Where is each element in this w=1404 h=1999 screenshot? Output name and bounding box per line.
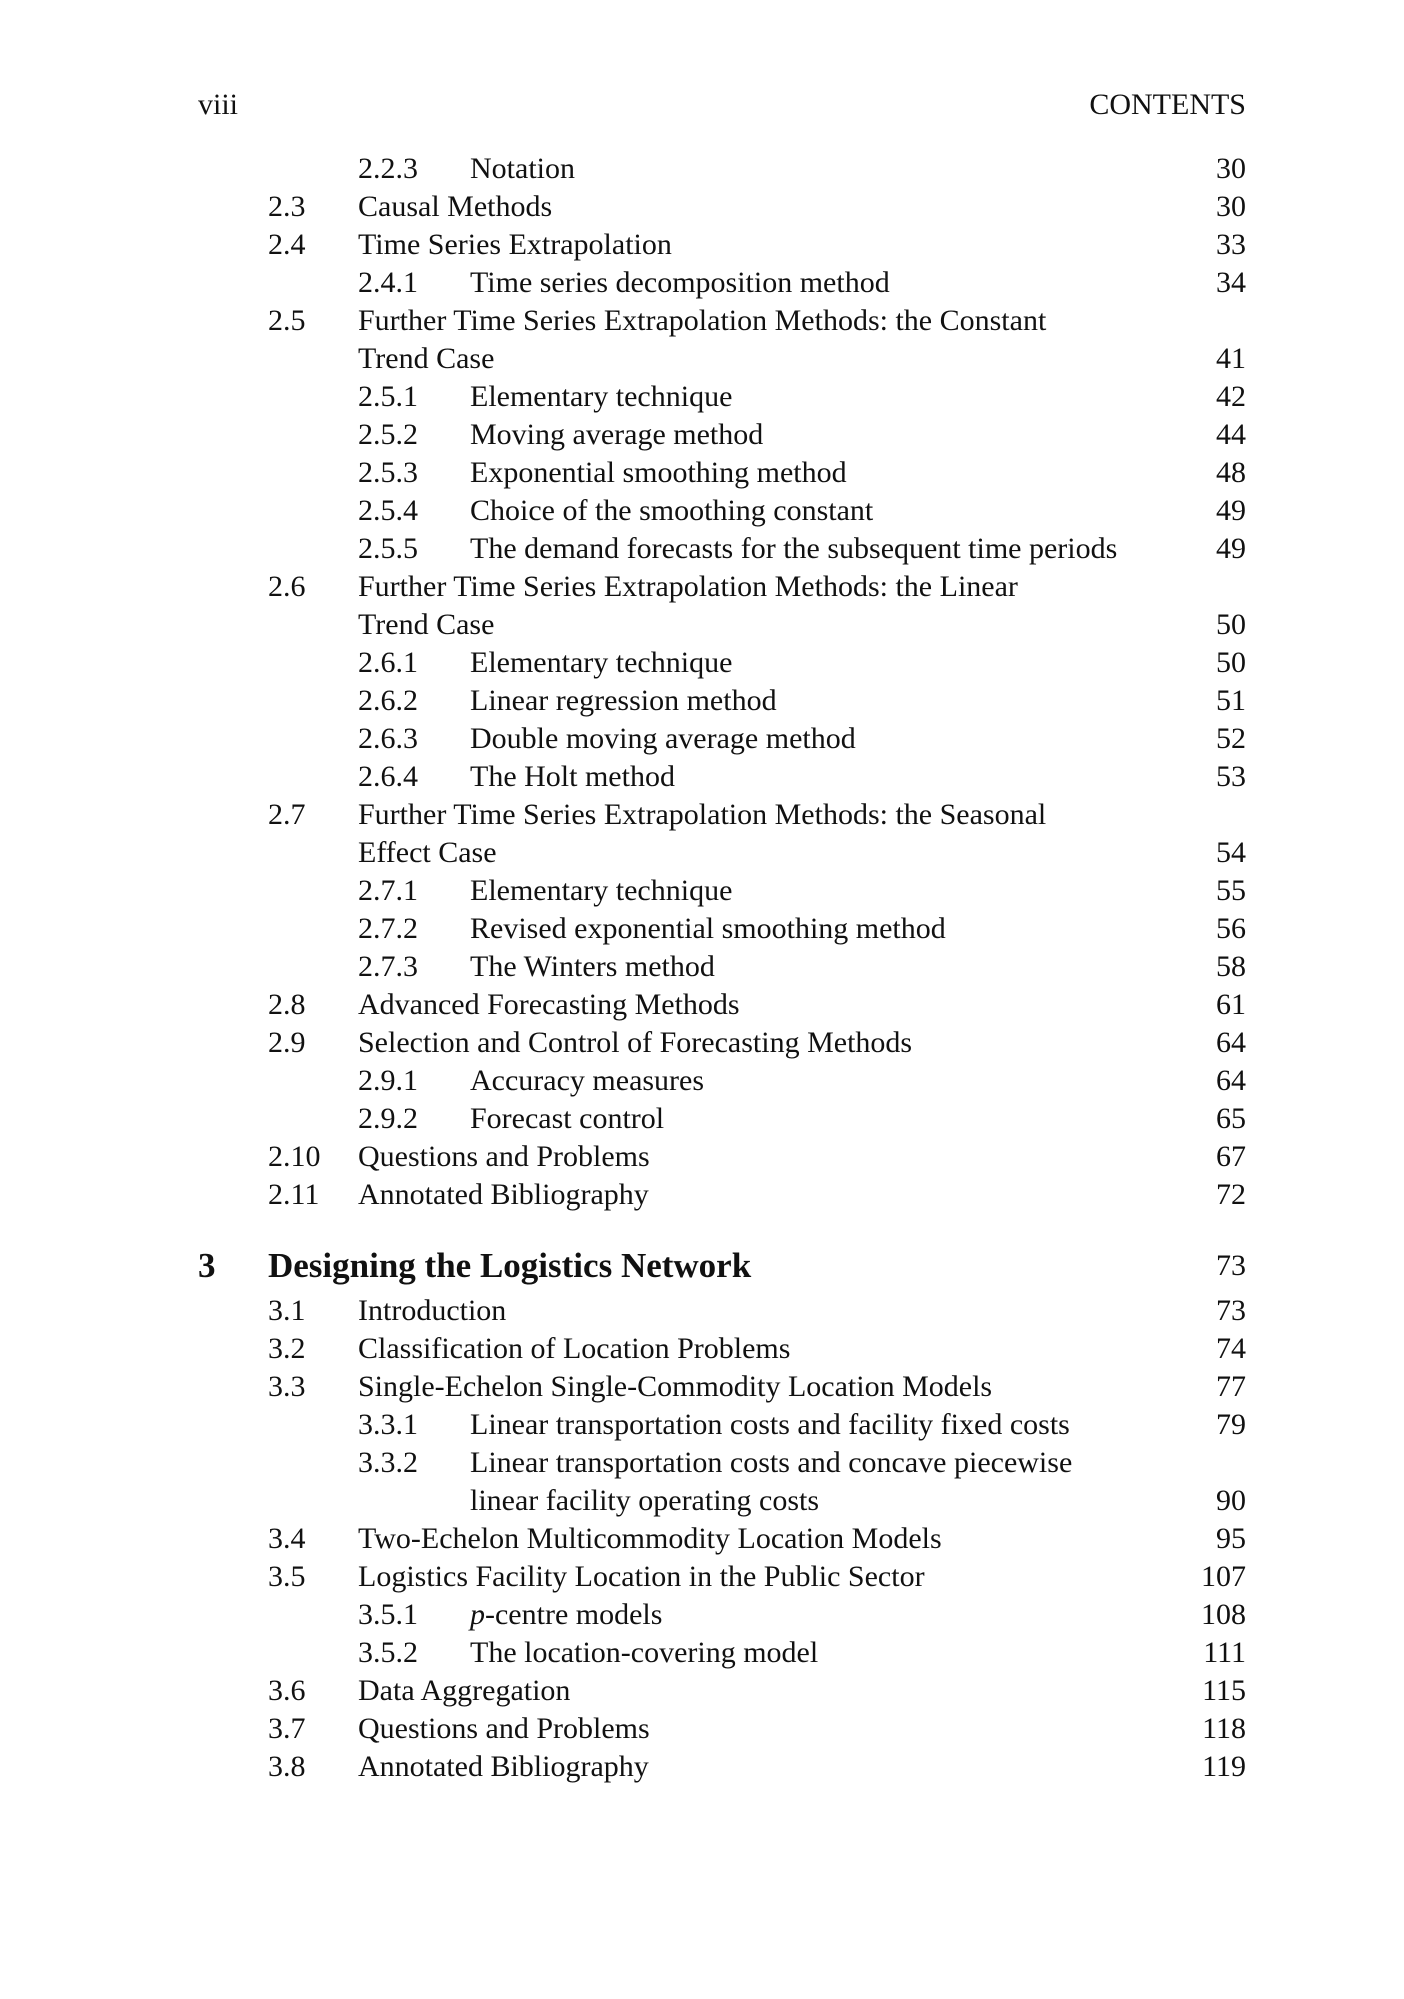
entry-number: 2.4.1 — [358, 266, 418, 299]
entry-number: 2.9 — [268, 1026, 306, 1059]
toc-entry[interactable] — [198, 1634, 1246, 1672]
chapter-title: Designing the Logistics Network — [268, 1246, 752, 1285]
entry-page: 74 — [1216, 1332, 1246, 1365]
entry-title: Exponential smoothing method — [470, 456, 847, 489]
entry-page: 107 — [1201, 1560, 1246, 1593]
entry-number: 2.9.1 — [358, 1064, 418, 1097]
entry-page: 111 — [1203, 1636, 1246, 1669]
toc-entry[interactable] — [198, 910, 1246, 948]
entry-title: linear facility operating costs — [470, 1484, 820, 1517]
toc-entry[interactable] — [198, 1558, 1246, 1596]
entry-number: 2.7.3 — [358, 950, 418, 983]
toc-entry-continuation[interactable] — [198, 834, 1246, 872]
toc-entry[interactable] — [198, 872, 1246, 910]
entry-page: 115 — [1202, 1674, 1246, 1707]
toc-entry[interactable] — [198, 568, 1246, 606]
entry-page: 30 — [1216, 152, 1246, 185]
entry-title: Elementary technique — [470, 380, 733, 413]
entry-title: Double moving average method — [470, 722, 856, 755]
toc-entry[interactable] — [198, 986, 1246, 1024]
entry-page: 64 — [1216, 1026, 1246, 1059]
toc-entry[interactable] — [198, 1176, 1246, 1214]
toc-entry[interactable] — [198, 1444, 1246, 1482]
entry-number: 2.5.1 — [358, 380, 418, 413]
entry-title: Time series decomposition method — [470, 266, 890, 299]
entry-title: Selection and Control of Forecasting Methods — [358, 1026, 913, 1059]
entry-title: Two-Echelon Multicommodity Location Models — [358, 1522, 942, 1555]
entry-title: Further Time Series Extrapolation Methods: the Linear — [358, 570, 1018, 603]
toc-entry[interactable] — [198, 1710, 1246, 1748]
entry-number: 3.3 — [268, 1370, 306, 1403]
entry-page: 56 — [1216, 912, 1246, 945]
toc-entry-continuation[interactable] — [198, 1482, 1246, 1520]
entry-page: 67 — [1216, 1140, 1246, 1173]
entry-title: Moving average method — [470, 418, 764, 451]
toc-entry-continuation[interactable] — [198, 606, 1246, 644]
entry-number: 2.7.1 — [358, 874, 418, 907]
entry-number: 2.4 — [268, 228, 306, 261]
entry-number: 2.6.4 — [358, 760, 418, 793]
toc-entry[interactable] — [198, 1596, 1246, 1634]
table-of-contents — [198, 150, 1246, 1786]
entry-number: 3.2 — [268, 1332, 306, 1365]
entry-number: 3.1 — [268, 1294, 306, 1327]
entry-number: 2.7 — [268, 798, 306, 831]
chapter-entry[interactable] — [198, 1240, 1246, 1292]
entry-number: 3.5 — [268, 1560, 306, 1593]
entry-page: 79 — [1216, 1408, 1246, 1441]
entry-number: 2.5.2 — [358, 418, 418, 451]
entry-title — [470, 1596, 662, 1634]
entry-title: Choice of the smoothing constant — [470, 494, 874, 527]
entry-number: 2.6 — [268, 570, 306, 603]
entry-number: 2.7.2 — [358, 912, 418, 945]
toc-entry[interactable] — [198, 1292, 1246, 1330]
entry-number: 2.3 — [268, 190, 306, 223]
entry-page: 49 — [1216, 532, 1246, 565]
entry-page: 73 — [1216, 1294, 1246, 1327]
entry-title: Trend Case — [358, 342, 495, 375]
entry-title: Questions and Problems — [358, 1712, 650, 1745]
entry-number: 2.6.1 — [358, 646, 418, 679]
entry-number: 3.6 — [268, 1674, 306, 1707]
entry-title: Accuracy measures — [470, 1064, 705, 1097]
entry-number: 3.5.2 — [358, 1636, 418, 1669]
entry-title: Notation — [470, 152, 575, 185]
toc-entry[interactable] — [198, 188, 1246, 226]
entry-title: Annotated Bibliography — [358, 1750, 649, 1783]
entry-number: 2.2.3 — [358, 152, 418, 185]
entry-title: Linear transportation costs and facility fixed costs — [470, 1408, 1070, 1441]
entry-number: 2.5.4 — [358, 494, 418, 527]
entry-page: 108 — [1201, 1598, 1246, 1631]
entry-title: Further Time Series Extrapolation Methods: the Constant — [358, 304, 1047, 337]
toc-entry[interactable] — [198, 1368, 1246, 1406]
toc-entry[interactable] — [198, 1062, 1246, 1100]
entry-page: 77 — [1216, 1370, 1246, 1403]
toc-entry[interactable] — [198, 1100, 1246, 1138]
toc-entry[interactable] — [198, 758, 1246, 796]
entry-page: 33 — [1216, 228, 1246, 261]
entry-page: 34 — [1216, 266, 1246, 299]
entry-number: 3.5.1 — [358, 1598, 418, 1631]
entry-number: 3.7 — [268, 1712, 306, 1745]
entry-title: Questions and Problems — [358, 1140, 650, 1173]
entry-title: Time Series Extrapolation — [358, 228, 672, 261]
entry-number: 3.3.1 — [358, 1408, 418, 1441]
entry-number: 3.3.2 — [358, 1446, 418, 1479]
entry-page: 64 — [1216, 1064, 1246, 1097]
entry-title: Advanced Forecasting Methods — [358, 988, 740, 1021]
toc-entry[interactable] — [198, 226, 1246, 264]
toc-entry[interactable] — [198, 454, 1246, 492]
entry-number: 2.5.3 — [358, 456, 418, 489]
entry-page: 53 — [1216, 760, 1246, 793]
toc-entry[interactable] — [198, 264, 1246, 302]
toc-entry[interactable] — [198, 682, 1246, 720]
entry-title-rest: -centre models — [485, 1598, 663, 1631]
toc-entry[interactable] — [198, 150, 1246, 188]
entry-title: Forecast control — [470, 1102, 665, 1135]
toc-entry[interactable] — [198, 796, 1246, 834]
entry-page: 72 — [1216, 1178, 1246, 1211]
toc-entry[interactable] — [198, 302, 1246, 340]
entry-number: 2.6.2 — [358, 684, 418, 717]
entry-page: 54 — [1216, 836, 1246, 869]
entry-number: 2.11 — [268, 1178, 320, 1211]
entry-page: 55 — [1216, 874, 1246, 907]
entry-title: The Winters method — [470, 950, 715, 983]
entry-page: 65 — [1216, 1102, 1246, 1135]
entry-number: 2.5.5 — [358, 532, 418, 565]
entry-page: 73 — [1216, 1249, 1246, 1282]
entry-page: 42 — [1216, 380, 1246, 413]
entry-number: 2.5 — [268, 304, 306, 337]
entry-page: 50 — [1216, 646, 1246, 679]
entry-title: Annotated Bibliography — [358, 1178, 649, 1211]
entry-number: 3.8 — [268, 1750, 306, 1783]
page-number: viii — [198, 88, 239, 121]
toc-entry[interactable] — [198, 416, 1246, 454]
entry-title: Linear transportation costs and concave piecewise — [470, 1446, 1073, 1479]
toc-entry[interactable] — [198, 1406, 1246, 1444]
chapter-number: 3 — [198, 1246, 216, 1285]
entry-page: 49 — [1216, 494, 1246, 527]
entry-page: 118 — [1202, 1712, 1246, 1745]
toc-entry[interactable] — [198, 378, 1246, 416]
entry-page: 30 — [1216, 190, 1246, 223]
entry-title: Data Aggregation — [358, 1674, 571, 1707]
entry-number: 2.9.2 — [358, 1102, 418, 1135]
toc-entry[interactable] — [198, 1672, 1246, 1710]
running-header — [198, 88, 1246, 128]
entry-title: Single-Echelon Single-Commodity Location Models — [358, 1370, 993, 1403]
entry-title: Causal Methods — [358, 190, 553, 223]
entry-number: 2.10 — [268, 1140, 321, 1173]
entry-page: 41 — [1216, 342, 1246, 375]
toc-entry[interactable] — [198, 1330, 1246, 1368]
entry-title: Trend Case — [358, 608, 495, 641]
entry-title: Elementary technique — [470, 646, 733, 679]
entry-page: 51 — [1216, 684, 1246, 717]
toc-entry[interactable] — [198, 720, 1246, 758]
toc-entry[interactable] — [198, 644, 1246, 682]
entry-title: The Holt method — [470, 760, 675, 793]
entry-title: Revised exponential smoothing method — [470, 912, 946, 945]
entry-title: Elementary technique — [470, 874, 733, 907]
toc-entry[interactable] — [198, 948, 1246, 986]
entry-title: The location-covering model — [470, 1636, 819, 1669]
toc-entry[interactable] — [198, 1138, 1246, 1176]
entry-number: 3.4 — [268, 1522, 306, 1555]
toc-entry[interactable] — [198, 530, 1246, 568]
entry-page: 44 — [1216, 418, 1246, 451]
entry-title: Linear regression method — [470, 684, 777, 717]
entry-page: 90 — [1216, 1484, 1246, 1517]
entry-page: 52 — [1216, 722, 1246, 755]
entry-number: 2.8 — [268, 988, 306, 1021]
entry-title: Introduction — [358, 1294, 507, 1327]
entry-title: Classification of Location Problems — [358, 1332, 791, 1365]
toc-entry[interactable] — [198, 492, 1246, 530]
toc-entry-continuation[interactable] — [198, 340, 1246, 378]
entry-page: 119 — [1202, 1750, 1246, 1783]
toc-entry[interactable] — [198, 1748, 1246, 1786]
entry-title: Logistics Facility Location in the Public Sector — [358, 1560, 925, 1593]
entry-page: 48 — [1216, 456, 1246, 489]
entry-title: Effect Case — [358, 836, 497, 869]
entry-title: Further Time Series Extrapolation Methods: the Seasonal — [358, 798, 1047, 831]
entry-page: 61 — [1216, 988, 1246, 1021]
entry-number: 2.6.3 — [358, 722, 418, 755]
toc-entry[interactable] — [198, 1024, 1246, 1062]
toc-entry[interactable] — [198, 1520, 1246, 1558]
entry-page: 50 — [1216, 608, 1246, 641]
entry-title: The demand forecasts for the subsequent time periods — [470, 532, 1118, 565]
running-title: CONTENTS — [1089, 88, 1246, 121]
entry-title-italic: p — [470, 1598, 485, 1631]
entry-page: 95 — [1216, 1522, 1246, 1555]
entry-page: 58 — [1216, 950, 1246, 983]
